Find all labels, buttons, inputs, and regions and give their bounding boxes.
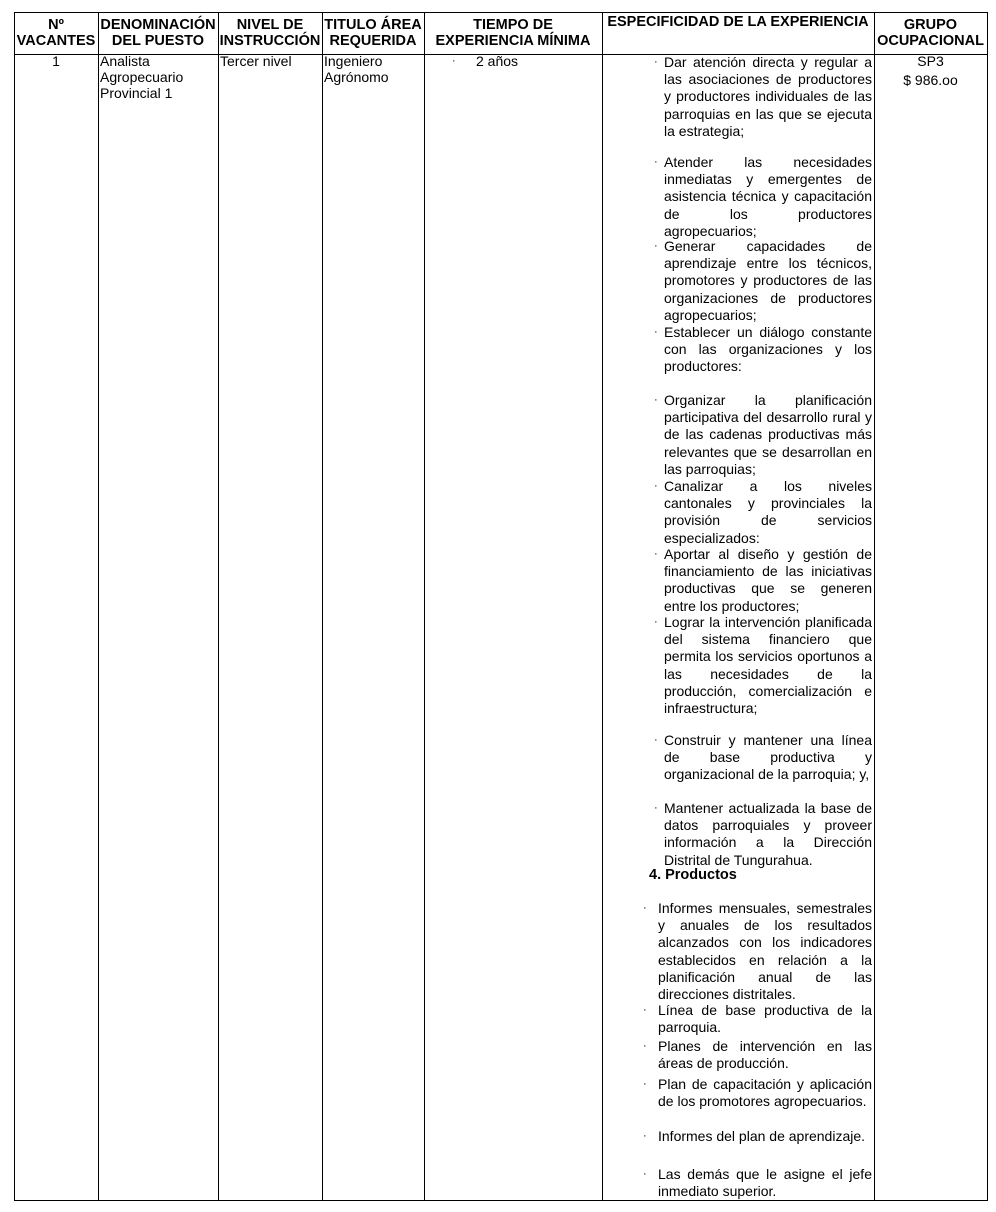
col-border xyxy=(874,12,875,1201)
col-border xyxy=(218,12,219,1201)
header-line: INSTRUCCIÓN xyxy=(219,33,321,49)
bullet-icon: · xyxy=(654,156,658,168)
productos-item: Informes mensuales, semestrales y anuales de los resultados alcanzados con los indicadores establecidos en relación a la planificación anual de las direcciones distritales. xyxy=(658,900,872,1003)
grupo-line: $ 986.oo xyxy=(903,72,958,88)
especificidad-item: Atender las necesidades inmediatas y emergentes de asistencia técnica y capacitación de los productores agropecuarios; xyxy=(664,154,872,239)
bullet-icon: · xyxy=(643,1040,647,1052)
cell-nivel xyxy=(220,53,292,69)
header-line: ESPECIFICIDAD DE LA EXPERIENCIA xyxy=(607,14,869,30)
bullet-icon: · xyxy=(654,56,658,68)
header-line: DENOMINACIÓN xyxy=(100,17,216,33)
job-table xyxy=(14,12,988,1201)
denominacion-line: Agropecuario xyxy=(100,69,184,85)
bullet-icon: · xyxy=(654,394,658,406)
header-line: GRUPO xyxy=(903,17,958,33)
bullet-icon: · xyxy=(654,616,658,628)
productos-item: Informes del plan de aprendizaje. xyxy=(658,1128,866,1144)
especificidad-item: Dar atención directa y regular a las asociaciones de productores y productores individuales de las parroquias en las que se ejecuta la estrategia; xyxy=(664,54,872,139)
bullet-icon: · xyxy=(654,326,658,338)
bullet-icon: · xyxy=(654,480,658,492)
header-line: Nº xyxy=(48,17,64,33)
bullet-icon: · xyxy=(452,55,456,67)
grupo-line: SP3 xyxy=(917,53,944,69)
cell-grupo xyxy=(874,53,987,88)
header-tiempo xyxy=(424,12,602,54)
header-titulo xyxy=(322,12,424,54)
header-nivel xyxy=(218,12,322,54)
bullet-icon: · xyxy=(643,1168,647,1180)
bullet-icon: · xyxy=(643,1130,647,1142)
bullet-icon: · xyxy=(643,902,647,914)
tiempo-value: 2 años xyxy=(476,53,519,69)
header-vacantes xyxy=(14,12,98,54)
especificidad-item: Generar capacidades de aprendizaje entre los técnicos, promotores y productores de las organizaciones de productores agropecuarios; xyxy=(664,238,872,323)
col-border xyxy=(424,12,425,1201)
especificidad-list xyxy=(602,12,874,1200)
titulo-line: Ingeniero xyxy=(324,53,383,69)
header-line: DEL PUESTO xyxy=(111,33,205,49)
bullet-icon: · xyxy=(654,548,658,560)
cell-vacantes xyxy=(14,53,98,69)
bullet-icon: · xyxy=(654,240,658,252)
header-line: TITULO ÁREA xyxy=(324,17,422,33)
especificidad-item: Construir y mantener una línea de base productiva y organizacional de la parroquia; y, xyxy=(664,732,872,783)
header-line: REQUERIDA xyxy=(329,33,417,49)
header-grupo xyxy=(874,12,987,54)
cell-titulo xyxy=(324,53,389,85)
col-border xyxy=(987,12,988,1201)
col-border xyxy=(322,12,323,1201)
bullet-icon: · xyxy=(643,1004,647,1016)
productos-item: Planes de intervención en las áreas de producción. xyxy=(658,1038,872,1072)
bullet-icon: · xyxy=(654,734,658,746)
especificidad-item: Mantener actualizada la base de datos parroquiales y proveer información a la Dirección Distrital de Tungurahua. xyxy=(664,800,872,868)
especificidad-item: Lograr la intervención planificada del sistema financiero que permita los servicios oportunos a las necesidades de la producción, comercialización e infraestructura; xyxy=(664,614,872,717)
especificidad-item: Canalizar a los niveles cantonales y provinciales la provisión de servicios especializados: xyxy=(664,478,872,546)
header-line: NIVEL DE xyxy=(236,17,304,33)
titulo-line: Agrónomo xyxy=(324,69,389,85)
denominacion-line: Analista xyxy=(100,53,150,69)
especificidad-item: Organizar la planificación participativa del desarrollo rural y de las cadenas productivas más relevantes que se desarrollan en las parroquias; xyxy=(664,392,872,477)
denominacion-line: Provincial 1 xyxy=(100,85,173,101)
header-line: EXPERIENCIA MÍNIMA xyxy=(435,33,591,49)
col-border xyxy=(14,12,15,1201)
productos-item: Línea de base productiva de la parroquia. xyxy=(658,1002,872,1036)
header-denominacion xyxy=(98,12,218,54)
nivel-value: Tercer nivel xyxy=(220,53,292,69)
header-line: VACANTES xyxy=(16,33,96,49)
productos-item: Plan de capacitación y aplicación de los promotores agropecuarios. xyxy=(658,1076,872,1110)
especificidad-item: Aportar al diseño y gestión de financiamiento de las iniciativas productivas que se generen entre los productores; xyxy=(664,546,872,614)
col-border xyxy=(98,12,99,1201)
header-line: OCUPACIONAL xyxy=(877,33,984,49)
vacantes-value: 1 xyxy=(52,53,60,69)
header-line: TIEMPO DE xyxy=(473,17,553,33)
especificidad-item: Establecer un diálogo constante con las organizaciones y los productores: xyxy=(664,324,872,375)
bullet-icon: · xyxy=(643,1078,647,1090)
bullet-icon: · xyxy=(654,802,658,814)
productos-item: Las demás que le asigne el jefe inmediato superior. xyxy=(658,1166,872,1200)
cell-denominacion xyxy=(100,53,183,101)
productos-title: 4. Productos xyxy=(649,867,737,883)
